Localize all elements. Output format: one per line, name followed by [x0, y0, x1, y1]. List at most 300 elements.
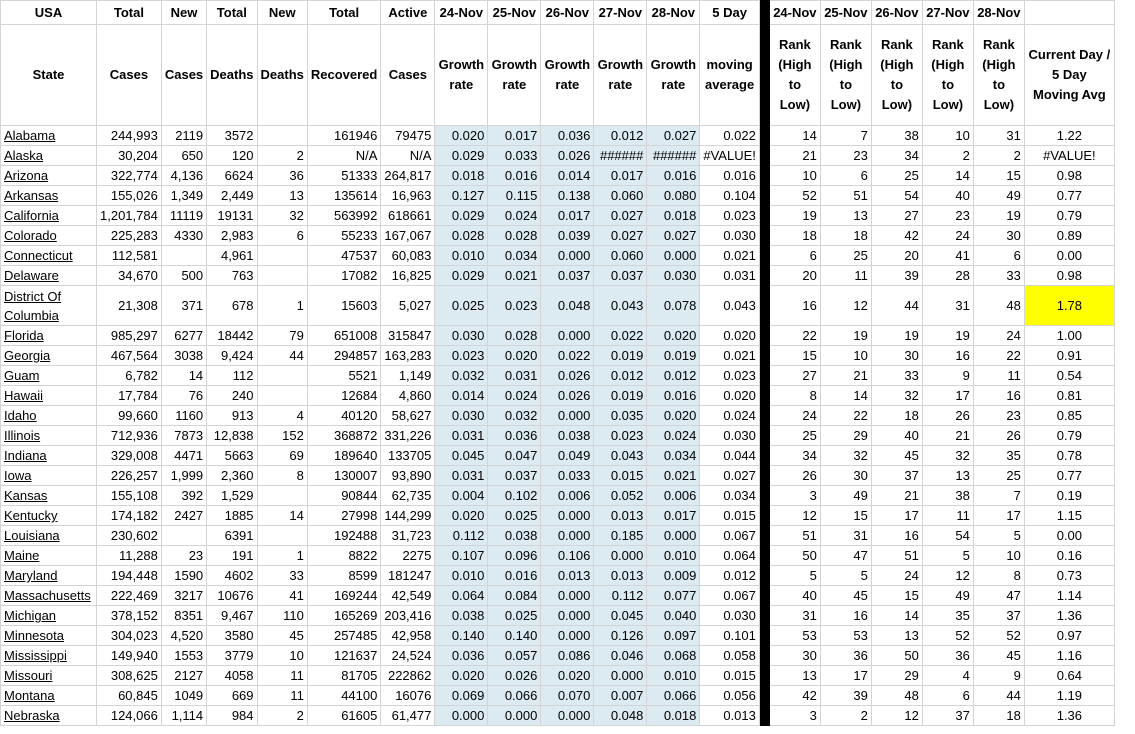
data-cell[interactable]: 11	[820, 266, 871, 286]
data-cell[interactable]: 0.000	[594, 666, 647, 686]
data-cell[interactable]: 0.018	[435, 166, 488, 186]
data-cell[interactable]: 0.045	[435, 446, 488, 466]
data-cell[interactable]: 0.138	[541, 186, 594, 206]
data-cell[interactable]: 42	[871, 226, 922, 246]
data-cell[interactable]: 6624	[207, 166, 257, 186]
data-cell[interactable]: 0.024	[700, 406, 760, 426]
data-cell[interactable]: 0.126	[594, 626, 647, 646]
data-cell[interactable]: 0.112	[435, 526, 488, 546]
data-cell[interactable]: 0.027	[594, 206, 647, 226]
column-separator[interactable]	[759, 686, 769, 706]
data-cell[interactable]: 0.102	[488, 486, 541, 506]
data-cell[interactable]: 3	[769, 706, 820, 726]
data-cell[interactable]: 3572	[207, 126, 257, 146]
data-cell[interactable]: 0.068	[647, 646, 700, 666]
data-cell[interactable]: 8822	[307, 546, 380, 566]
data-cell[interactable]: 3779	[207, 646, 257, 666]
data-cell[interactable]: 181247	[381, 566, 435, 586]
data-cell[interactable]: N/A	[307, 146, 380, 166]
state-name-cell[interactable]: Colorado	[1, 226, 97, 246]
state-name-cell[interactable]: Connecticut	[1, 246, 97, 266]
group-header-cell[interactable]: Total	[97, 1, 162, 25]
data-cell[interactable]: 21	[820, 366, 871, 386]
data-cell[interactable]: 16	[820, 606, 871, 626]
group-header-cell[interactable]: 5 Day	[700, 1, 760, 25]
data-cell[interactable]: 0.012	[594, 366, 647, 386]
data-cell[interactable]: 191	[207, 546, 257, 566]
data-cell[interactable]: 0.046	[594, 646, 647, 666]
data-cell[interactable]: 42,958	[381, 626, 435, 646]
data-cell[interactable]: 0.014	[435, 386, 488, 406]
data-cell[interactable]: 45	[871, 446, 922, 466]
data-cell[interactable]: 169244	[307, 586, 380, 606]
data-cell[interactable]: 0.017	[594, 166, 647, 186]
data-cell[interactable]: 34	[769, 446, 820, 466]
data-cell[interactable]: 0.060	[594, 186, 647, 206]
data-cell[interactable]: 52	[973, 626, 1024, 646]
column-header-cell[interactable]: Growth rate	[594, 25, 647, 126]
data-cell[interactable]: 112,581	[97, 246, 162, 266]
column-header-cell[interactable]: Rank (High to Low)	[820, 25, 871, 126]
data-cell[interactable]: 45	[257, 626, 307, 646]
data-cell[interactable]: 18	[820, 226, 871, 246]
data-cell[interactable]: 0.026	[541, 366, 594, 386]
data-cell[interactable]: 81705	[307, 666, 380, 686]
data-cell[interactable]: 32	[871, 386, 922, 406]
data-cell[interactable]: 0.023	[700, 206, 760, 226]
data-cell[interactable]: 10676	[207, 586, 257, 606]
data-cell[interactable]: 38	[922, 486, 973, 506]
data-cell[interactable]: 1.19	[1024, 686, 1114, 706]
state-name-cell[interactable]: Massachusetts	[1, 586, 97, 606]
data-cell[interactable]: 1,529	[207, 486, 257, 506]
data-cell[interactable]: 133705	[381, 446, 435, 466]
data-cell[interactable]: 0.064	[435, 586, 488, 606]
data-cell[interactable]: 203,416	[381, 606, 435, 626]
column-separator[interactable]	[759, 566, 769, 586]
data-cell[interactable]: 0.048	[594, 706, 647, 726]
data-cell[interactable]: 54	[922, 526, 973, 546]
data-cell[interactable]: 0.025	[435, 286, 488, 326]
data-cell[interactable]: 0.015	[700, 506, 760, 526]
data-cell[interactable]: 124,066	[97, 706, 162, 726]
group-header-cell[interactable]: 27-Nov	[594, 1, 647, 25]
data-cell[interactable]: 0.019	[594, 346, 647, 366]
data-cell[interactable]: 24	[769, 406, 820, 426]
data-cell[interactable]: 37	[922, 706, 973, 726]
data-cell[interactable]: 155,026	[97, 186, 162, 206]
data-cell[interactable]: 0.022	[541, 346, 594, 366]
data-cell[interactable]: 0.021	[488, 266, 541, 286]
data-cell[interactable]: 12684	[307, 386, 380, 406]
data-cell[interactable]: 500	[161, 266, 206, 286]
data-cell[interactable]: 0.037	[594, 266, 647, 286]
data-cell[interactable]: 1049	[161, 686, 206, 706]
column-header-cell[interactable]: Rank (High to Low)	[922, 25, 973, 126]
column-separator[interactable]	[759, 246, 769, 266]
data-cell[interactable]: 0.015	[700, 666, 760, 686]
data-cell[interactable]	[257, 486, 307, 506]
column-separator[interactable]	[759, 386, 769, 406]
state-name-cell[interactable]: Michigan	[1, 606, 97, 626]
data-cell[interactable]: 0.031	[435, 466, 488, 486]
data-cell[interactable]: 60,083	[381, 246, 435, 266]
state-name-cell[interactable]: Georgia	[1, 346, 97, 366]
data-cell[interactable]: 0.024	[647, 426, 700, 446]
group-header-cell[interactable]: 27-Nov	[922, 1, 973, 25]
state-name-cell[interactable]: Maine	[1, 546, 97, 566]
data-cell[interactable]: 0.017	[541, 206, 594, 226]
data-cell[interactable]: 6	[922, 686, 973, 706]
data-cell[interactable]: 48	[973, 286, 1024, 326]
column-separator[interactable]	[759, 1, 769, 25]
data-cell[interactable]: 0.030	[700, 606, 760, 626]
data-cell[interactable]: 51	[820, 186, 871, 206]
data-cell[interactable]: 44	[973, 686, 1024, 706]
data-cell[interactable]: 0.020	[435, 126, 488, 146]
data-cell[interactable]: 20	[871, 246, 922, 266]
data-cell[interactable]: 51	[769, 526, 820, 546]
data-cell[interactable]: 650	[161, 146, 206, 166]
data-cell[interactable]: 1885	[207, 506, 257, 526]
data-cell[interactable]: 9,467	[207, 606, 257, 626]
data-cell[interactable]: 42	[769, 686, 820, 706]
data-cell[interactable]: 0.77	[1024, 466, 1114, 486]
data-cell[interactable]: 0.018	[647, 206, 700, 226]
column-separator[interactable]	[759, 426, 769, 446]
data-cell[interactable]: 32	[257, 206, 307, 226]
state-name-cell[interactable]: Mississippi	[1, 646, 97, 666]
data-cell[interactable]: 1.22	[1024, 126, 1114, 146]
data-cell[interactable]: 14	[871, 606, 922, 626]
column-header-cell[interactable]: moving average	[700, 25, 760, 126]
data-cell[interactable]: 23	[922, 206, 973, 226]
data-cell[interactable]: 0.98	[1024, 166, 1114, 186]
data-cell[interactable]: 1.36	[1024, 606, 1114, 626]
data-cell[interactable]: 0.052	[594, 486, 647, 506]
data-cell[interactable]: 3038	[161, 346, 206, 366]
data-cell[interactable]: 49	[922, 586, 973, 606]
data-cell[interactable]: 90844	[307, 486, 380, 506]
data-cell[interactable]: 112	[207, 366, 257, 386]
column-separator[interactable]	[759, 546, 769, 566]
data-cell[interactable]: 4	[257, 406, 307, 426]
data-cell[interactable]: 30	[820, 466, 871, 486]
data-cell[interactable]: 40	[922, 186, 973, 206]
column-separator[interactable]	[759, 626, 769, 646]
data-cell[interactable]: 1.78	[1024, 286, 1114, 326]
data-cell[interactable]: 0.084	[488, 586, 541, 606]
data-cell[interactable]: 24	[922, 226, 973, 246]
data-cell[interactable]: 0.017	[647, 506, 700, 526]
data-cell[interactable]: 44100	[307, 686, 380, 706]
data-cell[interactable]: 93,890	[381, 466, 435, 486]
data-cell[interactable]: 0.012	[647, 366, 700, 386]
data-cell[interactable]: 0.033	[541, 466, 594, 486]
column-header-cell[interactable]: Cases	[161, 25, 206, 126]
group-header-cell[interactable]: Total	[207, 1, 257, 25]
data-cell[interactable]: 0.034	[488, 246, 541, 266]
data-cell[interactable]: 53	[769, 626, 820, 646]
data-cell[interactable]: 0.038	[488, 526, 541, 546]
state-name-cell[interactable]: Minnesota	[1, 626, 97, 646]
data-cell[interactable]: 0.025	[488, 606, 541, 626]
data-cell[interactable]: 0.038	[435, 606, 488, 626]
data-cell[interactable]: 563992	[307, 206, 380, 226]
data-cell[interactable]: 36	[922, 646, 973, 666]
data-cell[interactable]: 11,288	[97, 546, 162, 566]
data-cell[interactable]: 0.97	[1024, 626, 1114, 646]
data-cell[interactable]: 0.77	[1024, 186, 1114, 206]
data-cell[interactable]: 763	[207, 266, 257, 286]
data-cell[interactable]: 15	[871, 586, 922, 606]
data-cell[interactable]: 33	[257, 566, 307, 586]
data-cell[interactable]: 5,027	[381, 286, 435, 326]
data-cell[interactable]: 32	[820, 446, 871, 466]
data-cell[interactable]: 61605	[307, 706, 380, 726]
data-cell[interactable]: 15	[973, 166, 1024, 186]
group-header-cell[interactable]: 28-Nov	[973, 1, 1024, 25]
data-cell[interactable]: 0.047	[488, 446, 541, 466]
column-separator[interactable]	[759, 226, 769, 246]
data-cell[interactable]: 7873	[161, 426, 206, 446]
data-cell[interactable]: 26	[922, 406, 973, 426]
data-cell[interactable]: 47	[973, 586, 1024, 606]
state-name-cell[interactable]: Alabama	[1, 126, 97, 146]
data-cell[interactable]: 0.010	[647, 666, 700, 686]
data-cell[interactable]: 9	[973, 666, 1024, 686]
data-cell[interactable]: 18	[769, 226, 820, 246]
column-header-cell[interactable]: Current Day / 5 Day Moving Avg	[1024, 25, 1114, 126]
data-cell[interactable]: 0.030	[700, 426, 760, 446]
data-cell[interactable]: 0.000	[541, 706, 594, 726]
data-cell[interactable]: 0.080	[647, 186, 700, 206]
data-cell[interactable]: 2	[257, 146, 307, 166]
data-cell[interactable]: 0.012	[700, 566, 760, 586]
data-cell[interactable]: #VALUE!	[1024, 146, 1114, 166]
data-cell[interactable]: 10	[973, 546, 1024, 566]
state-name-cell[interactable]: Missouri	[1, 666, 97, 686]
data-cell[interactable]: 0.028	[488, 326, 541, 346]
data-cell[interactable]: 23	[973, 406, 1024, 426]
data-cell[interactable]: 45	[820, 586, 871, 606]
data-cell[interactable]: 144,299	[381, 506, 435, 526]
data-cell[interactable]: 49	[973, 186, 1024, 206]
data-cell[interactable]: 0.020	[647, 326, 700, 346]
column-header-cell[interactable]: Rank (High to Low)	[973, 25, 1024, 126]
data-cell[interactable]: 0.022	[700, 126, 760, 146]
data-cell[interactable]: 0.026	[541, 146, 594, 166]
data-cell[interactable]: 0.066	[647, 686, 700, 706]
data-cell[interactable]: 0.039	[541, 226, 594, 246]
data-cell[interactable]: 0.035	[594, 406, 647, 426]
data-cell[interactable]: 0.024	[488, 386, 541, 406]
state-name-cell[interactable]: California	[1, 206, 97, 226]
data-cell[interactable]: 22	[769, 326, 820, 346]
data-cell[interactable]: 20	[769, 266, 820, 286]
data-cell[interactable]: 0.010	[435, 246, 488, 266]
data-cell[interactable]: 4,520	[161, 626, 206, 646]
data-cell[interactable]: 0.006	[647, 486, 700, 506]
data-cell[interactable]: 294857	[307, 346, 380, 366]
data-cell[interactable]: 0.185	[594, 526, 647, 546]
data-cell[interactable]: 4471	[161, 446, 206, 466]
data-cell[interactable]: 7	[820, 126, 871, 146]
data-cell[interactable]: 16	[871, 526, 922, 546]
group-header-cell[interactable]: 25-Nov	[820, 1, 871, 25]
data-cell[interactable]: 315847	[381, 326, 435, 346]
data-cell[interactable]: 79475	[381, 126, 435, 146]
data-cell[interactable]: 225,283	[97, 226, 162, 246]
data-cell[interactable]: 121637	[307, 646, 380, 666]
data-cell[interactable]: 55233	[307, 226, 380, 246]
data-cell[interactable]: 42,549	[381, 586, 435, 606]
data-cell[interactable]: 0.54	[1024, 366, 1114, 386]
data-cell[interactable]: 12	[871, 706, 922, 726]
data-cell[interactable]: 0.034	[647, 446, 700, 466]
data-cell[interactable]: 0.057	[488, 646, 541, 666]
column-separator[interactable]	[759, 706, 769, 726]
data-cell[interactable]: 0.000	[541, 606, 594, 626]
data-cell[interactable]: 3217	[161, 586, 206, 606]
column-separator[interactable]	[759, 326, 769, 346]
data-cell[interactable]: 40	[871, 426, 922, 446]
data-cell[interactable]: 6391	[207, 526, 257, 546]
data-cell[interactable]: 0.000	[435, 706, 488, 726]
column-header-cell[interactable]: Growth rate	[435, 25, 488, 126]
data-cell[interactable]: 322,774	[97, 166, 162, 186]
data-cell[interactable]: 52	[769, 186, 820, 206]
data-cell[interactable]: 913	[207, 406, 257, 426]
column-separator[interactable]	[759, 25, 769, 126]
state-name-cell[interactable]: Arkansas	[1, 186, 97, 206]
data-cell[interactable]: 2	[820, 706, 871, 726]
data-cell[interactable]: 0.016	[488, 166, 541, 186]
data-cell[interactable]: 2,449	[207, 186, 257, 206]
data-cell[interactable]: 135614	[307, 186, 380, 206]
data-cell[interactable]: 0.64	[1024, 666, 1114, 686]
data-cell[interactable]: 0.064	[700, 546, 760, 566]
column-separator[interactable]	[759, 206, 769, 226]
data-cell[interactable]: 27998	[307, 506, 380, 526]
data-cell[interactable]: 0.16	[1024, 546, 1114, 566]
data-cell[interactable]: 19	[973, 206, 1024, 226]
data-cell[interactable]: 12	[820, 286, 871, 326]
data-cell[interactable]: 0.037	[488, 466, 541, 486]
data-cell[interactable]: 0.000	[541, 526, 594, 546]
data-cell[interactable]: 0.014	[541, 166, 594, 186]
data-cell[interactable]: 0.031	[700, 266, 760, 286]
state-name-cell[interactable]: Louisiana	[1, 526, 97, 546]
data-cell[interactable]: 378,152	[97, 606, 162, 626]
data-cell[interactable]: 0.043	[594, 446, 647, 466]
column-separator[interactable]	[759, 406, 769, 426]
data-cell[interactable]: 0.020	[541, 666, 594, 686]
data-cell[interactable]: 0.73	[1024, 566, 1114, 586]
data-cell[interactable]: 0.106	[541, 546, 594, 566]
data-cell[interactable]: 2,360	[207, 466, 257, 486]
column-separator[interactable]	[759, 266, 769, 286]
data-cell[interactable]: 4,961	[207, 246, 257, 266]
data-cell[interactable]: 35	[973, 446, 1024, 466]
data-cell[interactable]: 331,226	[381, 426, 435, 446]
data-cell[interactable]: 49	[820, 486, 871, 506]
data-cell[interactable]: 0.030	[435, 326, 488, 346]
data-cell[interactable]: 9	[922, 366, 973, 386]
data-cell[interactable]: 0.79	[1024, 206, 1114, 226]
data-cell[interactable]: 329,008	[97, 446, 162, 466]
data-cell[interactable]: 2	[922, 146, 973, 166]
data-cell[interactable]: 30	[769, 646, 820, 666]
data-cell[interactable]: 5	[769, 566, 820, 586]
data-cell[interactable]: 0.096	[488, 546, 541, 566]
data-cell[interactable]: 40120	[307, 406, 380, 426]
data-cell[interactable]: 13	[922, 466, 973, 486]
data-cell[interactable]: 41	[922, 246, 973, 266]
data-cell[interactable]: 0.013	[700, 706, 760, 726]
data-cell[interactable]: 371	[161, 286, 206, 326]
state-name-cell[interactable]: Iowa	[1, 466, 97, 486]
data-cell[interactable]: 13	[871, 626, 922, 646]
data-cell[interactable]: 0.036	[541, 126, 594, 146]
state-name-cell[interactable]: Idaho	[1, 406, 97, 426]
data-cell[interactable]: 28	[922, 266, 973, 286]
data-cell[interactable]: 0.026	[488, 666, 541, 686]
data-cell[interactable]: 8	[973, 566, 1024, 586]
data-cell[interactable]: N/A	[381, 146, 435, 166]
data-cell[interactable]: 23	[820, 146, 871, 166]
data-cell[interactable]: 0.023	[435, 346, 488, 366]
data-cell[interactable]: 8	[769, 386, 820, 406]
data-cell[interactable]: 161946	[307, 126, 380, 146]
data-cell[interactable]: 0.000	[541, 406, 594, 426]
data-cell[interactable]: 18	[871, 406, 922, 426]
data-cell[interactable]: 38	[871, 126, 922, 146]
data-cell[interactable]: 1160	[161, 406, 206, 426]
data-cell[interactable]: 1.16	[1024, 646, 1114, 666]
data-cell[interactable]: 0.004	[435, 486, 488, 506]
state-name-cell[interactable]: Maryland	[1, 566, 97, 586]
data-cell[interactable]: 10	[257, 646, 307, 666]
data-cell[interactable]: 22	[820, 406, 871, 426]
data-cell[interactable]: 10	[769, 166, 820, 186]
data-cell[interactable]: 189640	[307, 446, 380, 466]
data-cell[interactable]: 712,936	[97, 426, 162, 446]
data-cell[interactable]: 0.036	[435, 646, 488, 666]
data-cell[interactable]: 35	[922, 606, 973, 626]
data-cell[interactable]: 33	[973, 266, 1024, 286]
data-cell[interactable]: 53	[820, 626, 871, 646]
data-cell[interactable]: 0.000	[541, 626, 594, 646]
data-cell[interactable]: 0.79	[1024, 426, 1114, 446]
data-cell[interactable]: 19	[871, 326, 922, 346]
data-cell[interactable]: 304,023	[97, 626, 162, 646]
data-cell[interactable]: 13	[820, 206, 871, 226]
group-header-cell[interactable]: Active	[381, 1, 435, 25]
data-cell[interactable]: 31	[820, 526, 871, 546]
data-cell[interactable]: 37	[973, 606, 1024, 626]
data-cell[interactable]: 222862	[381, 666, 435, 686]
state-name-cell[interactable]: Alaska	[1, 146, 97, 166]
data-cell[interactable]: 0.000	[594, 546, 647, 566]
data-cell[interactable]: 17	[973, 506, 1024, 526]
data-cell[interactable]: 0.025	[488, 506, 541, 526]
data-cell[interactable]: 6277	[161, 326, 206, 346]
data-cell[interactable]: 0.006	[541, 486, 594, 506]
data-cell[interactable]: 50	[871, 646, 922, 666]
data-cell[interactable]: 0.140	[435, 626, 488, 646]
state-name-cell[interactable]: Hawaii	[1, 386, 97, 406]
